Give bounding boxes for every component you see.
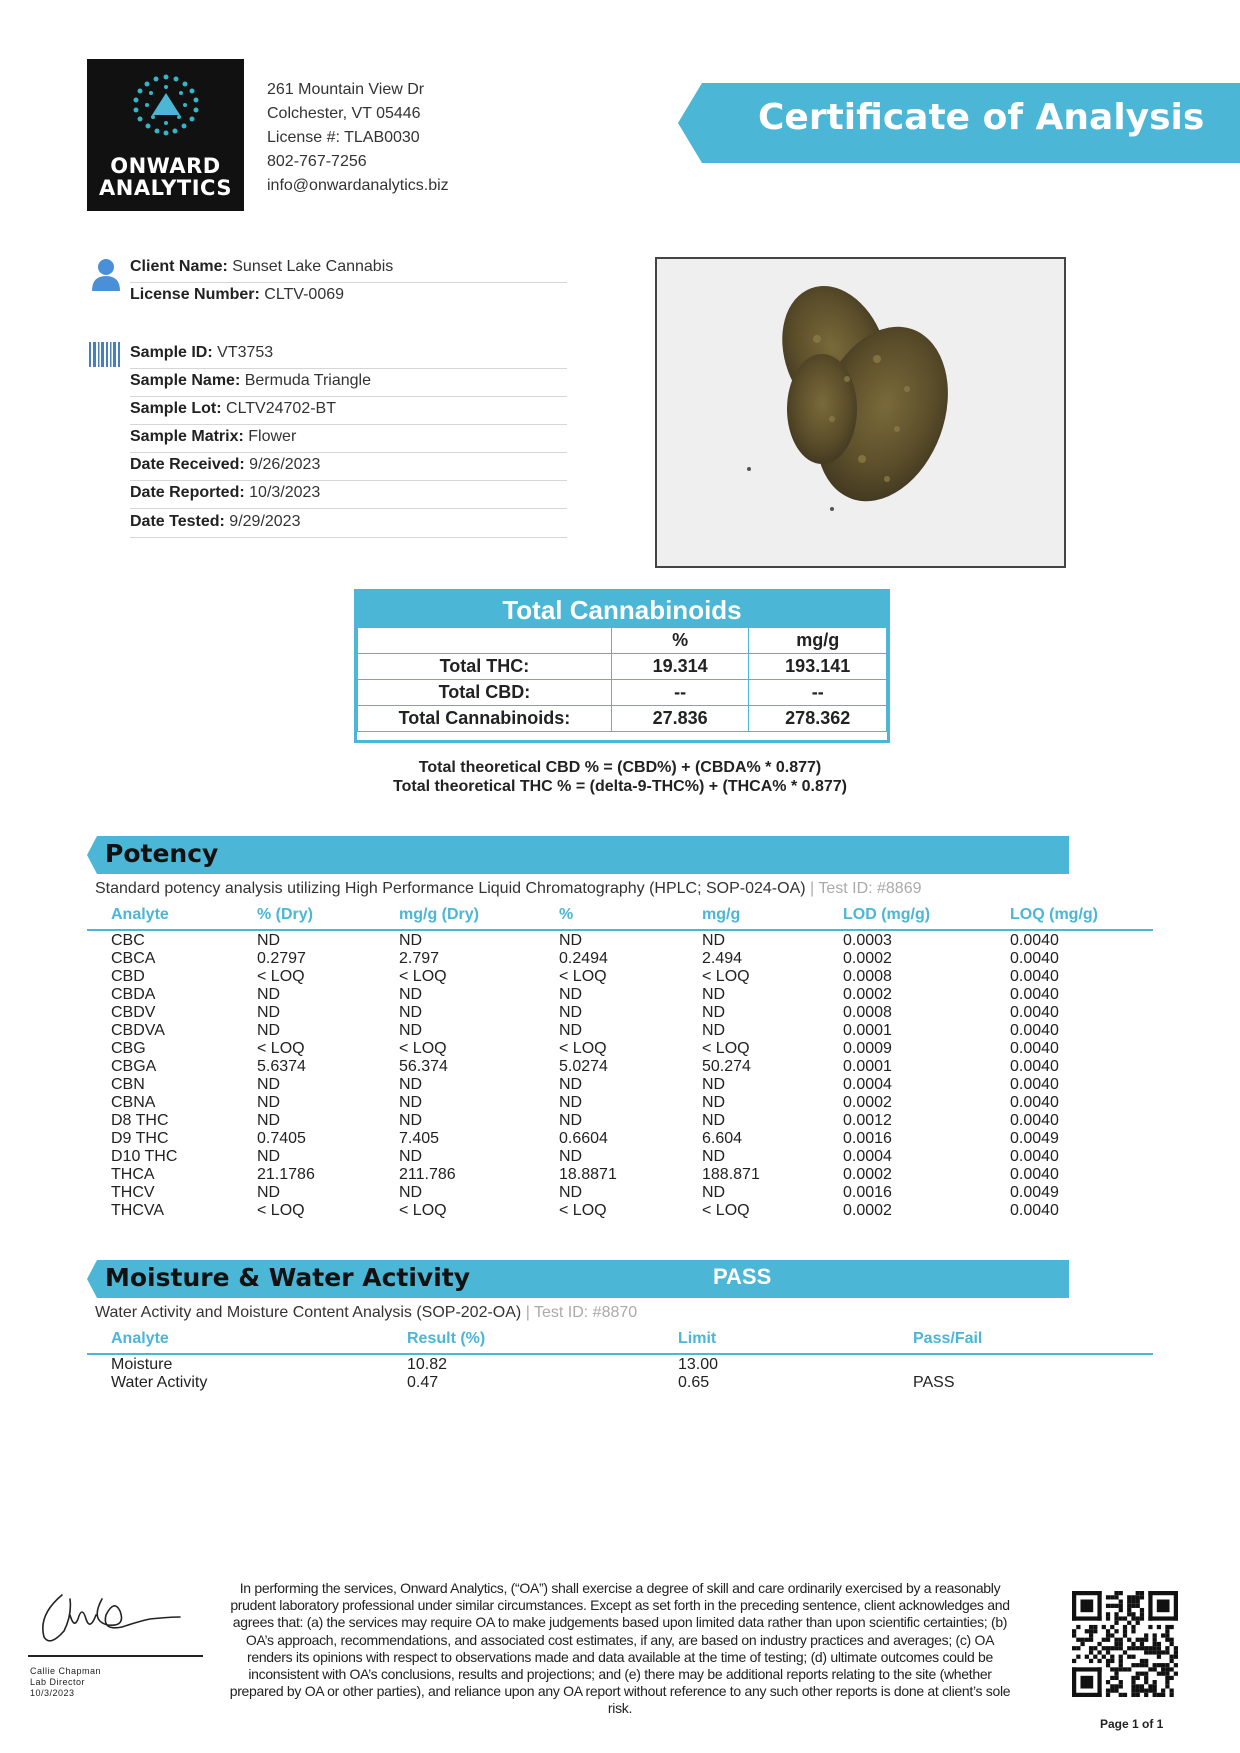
potency-cell-analyte: D10 THC bbox=[111, 1148, 178, 1165]
disclaimer: In performing the services, Onward Analytics, (“OA”) shall exercise a degree of skill and care ordinarily exercised by a reasonably prudent laboratory professional under similar circumstances. Except as set forth in the preceding sentence, client acknowledges and agrees that: (a) the services may require OA to make judgements based upon limited data rather than upon scientific certainties; (b) OA’s approach, recommendations, and associated cost estimates, if any, are based on industry practices and averages; (c) OA renders its opinions with respect to observations made and data available at the time of testing; (d) ultimate outcomes could be inconsistent with OA’s conclusions, results and projections; and (e) there may be additional reports relating to the site (whether prepared by OA or other parties), and reliance upon any OA report without reference to any such other reports is done at client’s sole risk. bbox=[229, 1580, 1011, 1717]
client-person-icon bbox=[90, 257, 122, 291]
potency-cell-pct-dry: ND bbox=[257, 1112, 281, 1129]
potency-cell-loq: 0.0040 bbox=[1010, 1004, 1059, 1021]
date-reported-row bbox=[130, 480, 567, 509]
address-license: License #: TLAB0030 bbox=[267, 129, 420, 146]
potency-cell-mg-dry: 7.405 bbox=[399, 1130, 440, 1147]
potency-cell-mg: ND bbox=[702, 1184, 726, 1201]
potency-cell-analyte: THCV bbox=[111, 1184, 155, 1201]
potency-cell-mg-dry: 2.797 bbox=[399, 950, 440, 967]
sample-id-row bbox=[130, 340, 567, 369]
client-name-value: Sunset Lake Cannabis bbox=[232, 258, 394, 275]
date-received-value: 9/26/2023 bbox=[249, 456, 321, 473]
potency-cell-loq: 0.0040 bbox=[1010, 1202, 1059, 1219]
total-cannabinoids-label: Total Cannabinoids: bbox=[358, 706, 612, 732]
formula-thc: Total theoretical THC % = (delta-9-THC%) + (THCA% * 0.877) bbox=[393, 778, 847, 795]
potency-cell-pct: ND bbox=[559, 1112, 583, 1129]
moisture-cell-limit: 13.00 bbox=[678, 1356, 719, 1373]
potency-cell-mg-dry: < LOQ bbox=[399, 968, 447, 985]
potency-cell-lod: 0.0004 bbox=[843, 1076, 892, 1093]
formulas bbox=[254, 758, 986, 796]
potency-cell-lod: 0.0002 bbox=[843, 950, 892, 967]
potency-cell-pct: ND bbox=[559, 986, 583, 1003]
potency-cell-analyte: CBDV bbox=[111, 1004, 156, 1021]
total-thc-pct: 19.314 bbox=[611, 654, 749, 680]
date-tested-label: Date Tested: bbox=[130, 513, 225, 530]
sample-name-label: Sample Name: bbox=[130, 372, 241, 389]
signature bbox=[30, 1585, 190, 1655]
potency-cell-loq: 0.0040 bbox=[1010, 986, 1059, 1003]
potency-cell-lod: 0.0002 bbox=[843, 986, 892, 1003]
potency-col-loq: LOQ (mg/g) bbox=[1010, 906, 1098, 923]
potency-cell-loq: 0.0040 bbox=[1010, 1112, 1059, 1129]
date-tested-value: 9/29/2023 bbox=[229, 513, 301, 530]
moisture-cell-result: 10.82 bbox=[407, 1356, 448, 1373]
potency-cell-pct: < LOQ bbox=[559, 1202, 607, 1219]
potency-cell-analyte: CBGA bbox=[111, 1058, 157, 1075]
potency-method: Standard potency analysis utilizing High Performance Liquid Chromatography (HPLC; SOP-024-OA) bbox=[95, 880, 806, 897]
logo-line-1: ONWARD bbox=[110, 154, 221, 178]
logo-dots-icon bbox=[87, 59, 244, 155]
sample-lot-value: CLTV24702-BT bbox=[226, 400, 336, 417]
sample-lot-label: Sample Lot: bbox=[130, 400, 222, 417]
total-thc-mg: 193.141 bbox=[749, 654, 887, 680]
license-number-value: CLTV-0069 bbox=[264, 286, 345, 303]
client-name-row bbox=[130, 254, 567, 283]
total-cbd-mg: -- bbox=[749, 680, 887, 706]
potency-cell-lod: 0.0001 bbox=[843, 1022, 892, 1039]
potency-cell-analyte: CBDA bbox=[111, 986, 156, 1003]
moisture-cell-passfail: PASS bbox=[913, 1374, 955, 1391]
potency-cell-analyte: CBD bbox=[111, 968, 145, 985]
potency-cell-pct-dry: 5.6374 bbox=[257, 1058, 306, 1075]
moisture-section-header bbox=[87, 1260, 1069, 1298]
potency-cell-loq: 0.0040 bbox=[1010, 950, 1059, 967]
address-street: 261 Mountain View Dr bbox=[267, 81, 425, 98]
address-phone: 802-767-7256 bbox=[267, 153, 367, 170]
potency-cell-pct-dry: ND bbox=[257, 932, 281, 949]
moisture-cell-analyte: Water Activity bbox=[111, 1374, 208, 1391]
potency-cell-analyte: D9 THC bbox=[111, 1130, 169, 1147]
potency-cell-mg-dry: 211.786 bbox=[399, 1166, 456, 1183]
potency-cell-mg: ND bbox=[702, 1112, 726, 1129]
potency-cell-mg: ND bbox=[702, 932, 726, 949]
potency-cell-analyte: THCA bbox=[111, 1166, 155, 1183]
potency-cell-lod: 0.0002 bbox=[843, 1094, 892, 1111]
potency-cell-lod: 0.0016 bbox=[843, 1184, 892, 1201]
date-received-row bbox=[130, 452, 567, 481]
potency-cell-loq: 0.0040 bbox=[1010, 1058, 1059, 1075]
potency-cell-mg-dry: ND bbox=[399, 1004, 423, 1021]
potency-cell-loq: 0.0040 bbox=[1010, 932, 1059, 949]
potency-cell-mg: ND bbox=[702, 1076, 726, 1093]
sample-photo bbox=[655, 257, 1066, 568]
potency-cell-mg: 188.871 bbox=[702, 1166, 760, 1183]
potency-cell-mg: 6.604 bbox=[702, 1130, 743, 1147]
date-reported-value: 10/3/2023 bbox=[249, 484, 321, 501]
formula-cbd: Total theoretical CBD % = (CBD%) + (CBDA% * 0.877) bbox=[418, 759, 822, 776]
potency-cell-pct-dry: < LOQ bbox=[257, 1040, 305, 1057]
sample-lot-row bbox=[130, 396, 567, 425]
potency-cell-analyte: CBG bbox=[111, 1040, 146, 1057]
date-reported-label: Date Reported: bbox=[130, 484, 245, 501]
total-thc-label: Total THC: bbox=[358, 654, 612, 680]
potency-cell-lod: 0.0001 bbox=[843, 1058, 892, 1075]
logo-line-2: ANALYTICS bbox=[99, 176, 232, 200]
potency-col-analyte: Analyte bbox=[111, 906, 169, 923]
potency-title: Potency bbox=[105, 839, 219, 868]
potency-cell-mg-dry: < LOQ bbox=[399, 1202, 447, 1219]
potency-cell-mg-dry: ND bbox=[399, 1112, 423, 1129]
potency-cell-pct: < LOQ bbox=[559, 1040, 607, 1057]
potency-cell-mg: ND bbox=[702, 1022, 726, 1039]
potency-cell-pct: 0.2494 bbox=[559, 950, 608, 967]
certificate-banner bbox=[678, 83, 1240, 163]
potency-cell-pct-dry: 21.1786 bbox=[257, 1166, 315, 1183]
potency-cell-loq: 0.0049 bbox=[1010, 1184, 1059, 1201]
moisture-subtitle bbox=[95, 1304, 637, 1322]
potency-cell-pct-dry: ND bbox=[257, 1076, 281, 1093]
moisture-cell-result: 0.47 bbox=[407, 1374, 439, 1391]
moisture-col-result: Result (%) bbox=[407, 1330, 486, 1347]
potency-cell-pct-dry: ND bbox=[257, 1022, 281, 1039]
totals-header-blank bbox=[358, 628, 612, 654]
total-cannabinoids-pct: 27.836 bbox=[611, 706, 749, 732]
potency-cell-pct-dry: ND bbox=[257, 986, 281, 1003]
signer-title: Lab Director bbox=[30, 1677, 86, 1687]
signature-line bbox=[28, 1655, 203, 1657]
address-email: info@onwardanalytics.biz bbox=[267, 177, 449, 194]
moisture-status: PASS bbox=[713, 1264, 772, 1289]
potency-cell-pct-dry: < LOQ bbox=[257, 1202, 305, 1219]
potency-cell-mg-dry: ND bbox=[399, 1076, 423, 1093]
lab-address bbox=[267, 78, 449, 198]
address-city: Colchester, VT 05446 bbox=[267, 105, 421, 122]
signer-date: 10/3/2023 bbox=[30, 1688, 75, 1698]
total-cannabinoids-table bbox=[354, 589, 890, 743]
potency-cell-loq: 0.0049 bbox=[1010, 1130, 1059, 1147]
total-cbd-label: Total CBD: bbox=[358, 680, 612, 706]
moisture-header-rule bbox=[87, 1353, 1153, 1355]
potency-cell-loq: 0.0040 bbox=[1010, 968, 1059, 985]
moisture-col-limit: Limit bbox=[678, 1330, 717, 1347]
potency-cell-lod: 0.0009 bbox=[843, 1040, 892, 1057]
page-title: Certificate of Analysis bbox=[758, 97, 1205, 138]
potency-col-pct-dry: % (Dry) bbox=[257, 906, 314, 923]
potency-cell-analyte: THCVA bbox=[111, 1202, 165, 1219]
totals-header-pct: % bbox=[611, 628, 749, 654]
potency-cell-pct: ND bbox=[559, 1022, 583, 1039]
potency-cell-loq: 0.0040 bbox=[1010, 1040, 1059, 1057]
potency-cell-pct: 5.0274 bbox=[559, 1058, 608, 1075]
potency-cell-analyte: D8 THC bbox=[111, 1112, 169, 1129]
moisture-test-id: | Test ID: #8870 bbox=[525, 1304, 638, 1321]
potency-cell-mg: ND bbox=[702, 986, 726, 1003]
potency-cell-pct-dry: ND bbox=[257, 1004, 281, 1021]
potency-cell-mg: ND bbox=[702, 1004, 726, 1021]
sample-matrix-label: Sample Matrix: bbox=[130, 428, 244, 445]
potency-cell-pct: ND bbox=[559, 932, 583, 949]
potency-cell-mg-dry: 56.374 bbox=[399, 1058, 448, 1075]
lab-logo bbox=[87, 59, 244, 211]
sample-name-row bbox=[130, 368, 567, 397]
potency-cell-pct: 18.8871 bbox=[559, 1166, 617, 1183]
date-received-label: Date Received: bbox=[130, 456, 245, 473]
potency-cell-analyte: CBCA bbox=[111, 950, 156, 967]
potency-cell-lod: 0.0008 bbox=[843, 1004, 892, 1021]
potency-section-header bbox=[87, 836, 1069, 874]
potency-cell-mg: 2.494 bbox=[702, 950, 743, 967]
potency-cell-analyte: CBC bbox=[111, 932, 145, 949]
potency-cell-mg-dry: ND bbox=[399, 932, 423, 949]
sample-id-label: Sample ID: bbox=[130, 344, 213, 361]
potency-cell-loq: 0.0040 bbox=[1010, 1148, 1059, 1165]
potency-cell-loq: 0.0040 bbox=[1010, 1022, 1059, 1039]
signer-name: Callie Chapman bbox=[30, 1666, 102, 1676]
potency-cell-mg-dry: ND bbox=[399, 1094, 423, 1111]
potency-cell-lod: 0.0002 bbox=[843, 1166, 892, 1183]
potency-subtitle bbox=[95, 880, 922, 898]
potency-cell-mg-dry: ND bbox=[399, 1184, 423, 1201]
potency-col-lod: LOD (mg/g) bbox=[843, 906, 931, 923]
potency-cell-mg: ND bbox=[702, 1094, 726, 1111]
date-tested-row bbox=[130, 509, 567, 538]
moisture-cell-analyte: Moisture bbox=[111, 1356, 173, 1373]
cannabis-bud-image bbox=[657, 259, 1064, 566]
moisture-cell-limit: 0.65 bbox=[678, 1374, 710, 1391]
potency-cell-pct-dry: ND bbox=[257, 1184, 281, 1201]
moisture-col-passfail: Pass/Fail bbox=[913, 1330, 983, 1347]
total-cbd-pct: -- bbox=[611, 680, 749, 706]
moisture-method: Water Activity and Moisture Content Analysis (SOP-202-OA) bbox=[95, 1304, 522, 1321]
potency-cell-pct: 0.6604 bbox=[559, 1130, 608, 1147]
potency-cell-analyte: CBDVA bbox=[111, 1022, 165, 1039]
potency-col-pct: % bbox=[559, 906, 574, 923]
potency-cell-mg: ND bbox=[702, 1148, 726, 1165]
potency-cell-loq: 0.0040 bbox=[1010, 1094, 1059, 1111]
sample-id-value: VT3753 bbox=[217, 344, 274, 361]
potency-cell-pct: < LOQ bbox=[559, 968, 607, 985]
potency-cell-mg-dry: ND bbox=[399, 1022, 423, 1039]
potency-cell-pct: ND bbox=[559, 1004, 583, 1021]
potency-cell-mg: < LOQ bbox=[702, 1040, 750, 1057]
potency-header-rule bbox=[87, 929, 1153, 931]
potency-cell-pct-dry: ND bbox=[257, 1148, 281, 1165]
sample-name-value: Bermuda Triangle bbox=[244, 372, 372, 389]
potency-cell-mg: < LOQ bbox=[702, 1202, 750, 1219]
page-number: Page 1 of 1 bbox=[1100, 1717, 1164, 1731]
potency-cell-lod: 0.0002 bbox=[843, 1202, 892, 1219]
potency-cell-mg: 50.274 bbox=[702, 1058, 751, 1075]
barcode-icon bbox=[89, 342, 121, 367]
potency-cell-pct-dry: ND bbox=[257, 1094, 281, 1111]
total-cannabinoids-title: Total Cannabinoids bbox=[357, 592, 887, 627]
potency-cell-lod: 0.0003 bbox=[843, 932, 892, 949]
moisture-title: Moisture & Water Activity bbox=[105, 1263, 471, 1292]
potency-cell-pct-dry: 0.2797 bbox=[257, 950, 306, 967]
potency-cell-pct: ND bbox=[559, 1184, 583, 1201]
potency-cell-pct: ND bbox=[559, 1076, 583, 1093]
potency-cell-mg-dry: < LOQ bbox=[399, 1040, 447, 1057]
qr-code-icon[interactable] bbox=[1072, 1591, 1178, 1697]
sample-matrix-value: Flower bbox=[248, 428, 297, 445]
potency-header-bar bbox=[87, 836, 1069, 874]
potency-cell-loq: 0.0040 bbox=[1010, 1076, 1059, 1093]
potency-cell-lod: 0.0016 bbox=[843, 1130, 892, 1147]
total-cannabinoids-mg: 278.362 bbox=[749, 706, 887, 732]
potency-col-mg: mg/g bbox=[702, 906, 741, 923]
potency-cell-pct-dry: < LOQ bbox=[257, 968, 305, 985]
potency-cell-loq: 0.0040 bbox=[1010, 1166, 1059, 1183]
potency-cell-lod: 0.0008 bbox=[843, 968, 892, 985]
potency-test-id: | Test ID: #8869 bbox=[810, 880, 922, 897]
potency-cell-mg: < LOQ bbox=[702, 968, 750, 985]
signer-block bbox=[30, 1666, 101, 1699]
license-number-label: License Number: bbox=[130, 286, 260, 303]
potency-cell-pct: ND bbox=[559, 1148, 583, 1165]
potency-cell-pct: ND bbox=[559, 1094, 583, 1111]
license-number-row bbox=[130, 282, 567, 310]
moisture-col-analyte: Analyte bbox=[111, 1330, 169, 1347]
potency-cell-pct-dry: 0.7405 bbox=[257, 1130, 306, 1147]
potency-cell-mg-dry: ND bbox=[399, 1148, 423, 1165]
potency-cell-analyte: CBN bbox=[111, 1076, 145, 1093]
potency-cell-lod: 0.0004 bbox=[843, 1148, 892, 1165]
potency-cell-mg-dry: ND bbox=[399, 986, 423, 1003]
totals-header-mg: mg/g bbox=[749, 628, 887, 654]
sample-matrix-row bbox=[130, 424, 567, 453]
potency-cell-analyte: CBNA bbox=[111, 1094, 156, 1111]
potency-col-mg-dry: mg/g (Dry) bbox=[399, 906, 479, 923]
client-name-label: Client Name: bbox=[130, 258, 228, 275]
potency-cell-lod: 0.0012 bbox=[843, 1112, 892, 1129]
